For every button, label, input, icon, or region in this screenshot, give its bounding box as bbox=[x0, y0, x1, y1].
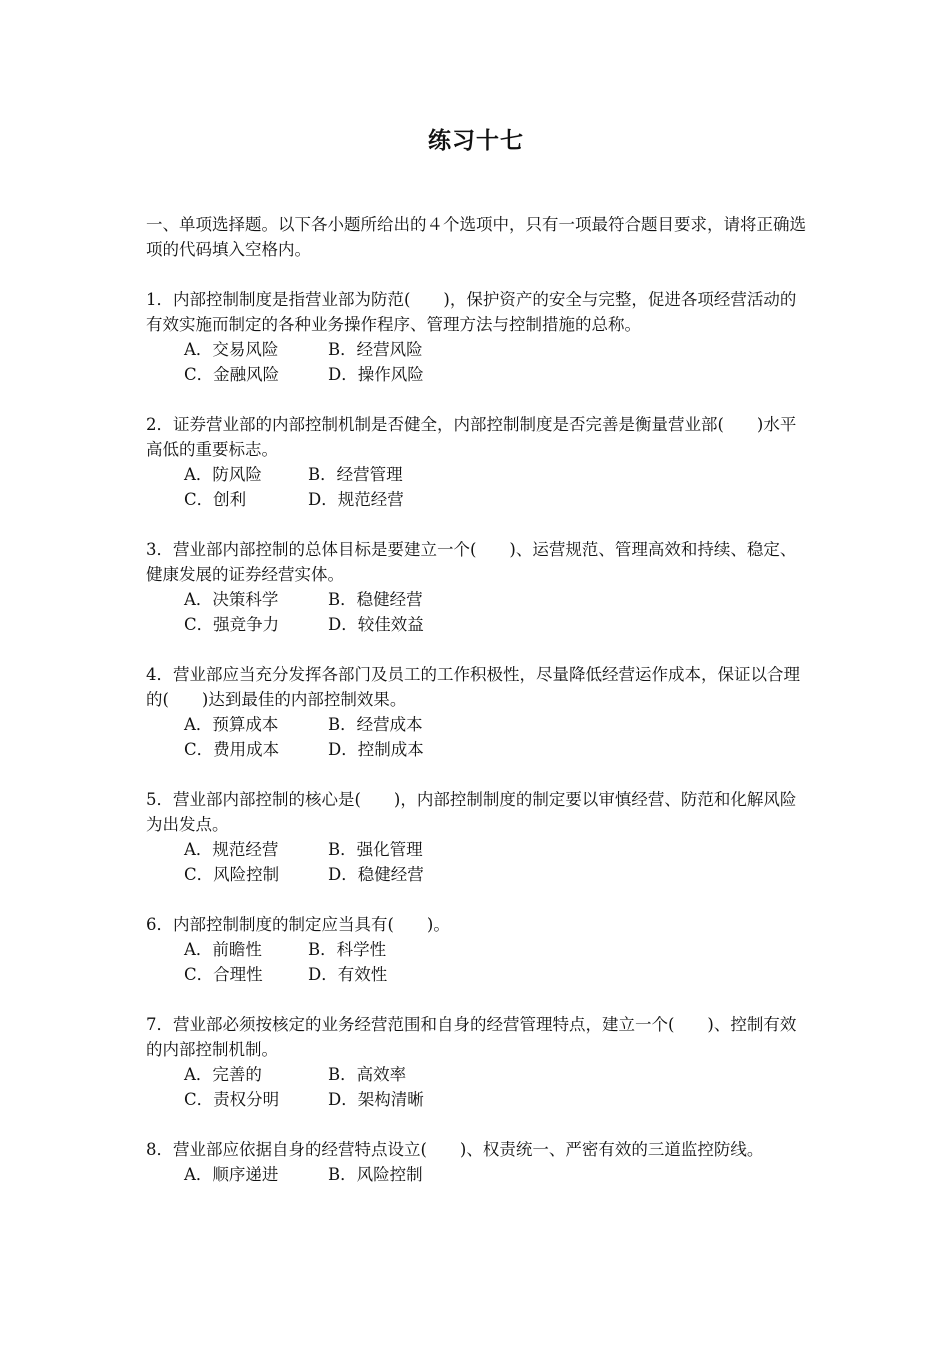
question-4 bbox=[146, 662, 810, 762]
section-instruction: 一、单项选择题。以下各小题所给出的４个选项中，只有一项最符合题目要求，请将正确选项的代码填入空格内。 bbox=[146, 215, 806, 259]
option-c: C．强竞争力 bbox=[184, 615, 280, 634]
option-a: A．防风险 bbox=[184, 465, 262, 484]
option-a: A．交易风险 bbox=[184, 340, 279, 359]
question-stem: 6．内部控制制度的制定应当具有( )。 bbox=[146, 915, 450, 934]
question-5 bbox=[146, 787, 810, 887]
question-stem: 4．营业部应当充分发挥各部门及员工的工作积极性，尽量降低经营运作成本，保证以合理的( )达到最佳的内部控制效果。 bbox=[146, 665, 800, 709]
question-2 bbox=[146, 412, 810, 512]
option-a: A．决策科学 bbox=[184, 590, 279, 609]
option-row bbox=[146, 837, 810, 862]
question-8 bbox=[146, 1137, 810, 1187]
option-d: D．控制成本 bbox=[328, 740, 424, 759]
page-title: 练习十七 bbox=[428, 127, 524, 154]
option-c: C．风险控制 bbox=[184, 865, 280, 884]
option-row bbox=[146, 737, 810, 762]
option-b: B．高效率 bbox=[328, 1065, 407, 1084]
option-row bbox=[146, 462, 810, 487]
option-b: B．经营成本 bbox=[328, 715, 423, 734]
question-stem: 1．内部控制制度是指营业部为防范( )，保护资产的安全与完整，促进各项经营活动的有效实施而制定的各种业务操作程序、管理方法与控制措施的总称。 bbox=[146, 290, 797, 334]
question-7 bbox=[146, 1012, 810, 1112]
option-d: D．操作风险 bbox=[328, 365, 424, 384]
question-3 bbox=[146, 537, 810, 637]
option-d: D．规范经营 bbox=[308, 490, 404, 509]
question-stem: 3．营业部内部控制的总体目标是要建立一个( )、运营规范、管理高效和持续、稳定、健康发展的证券经营实体。 bbox=[146, 540, 797, 584]
option-a: A．前瞻性 bbox=[184, 940, 262, 959]
option-d: D．较佳效益 bbox=[328, 615, 424, 634]
option-c: C．金融风险 bbox=[184, 365, 280, 384]
option-row bbox=[146, 937, 810, 962]
option-row bbox=[146, 1062, 810, 1087]
option-c: C．费用成本 bbox=[184, 740, 280, 759]
option-a: A．顺序递进 bbox=[184, 1165, 279, 1184]
option-b: B．强化管理 bbox=[328, 840, 423, 859]
option-b: B．经营风险 bbox=[328, 340, 423, 359]
option-c: C．创利 bbox=[184, 490, 247, 509]
option-row bbox=[146, 612, 810, 637]
option-row bbox=[146, 1162, 810, 1187]
option-row bbox=[146, 962, 810, 987]
option-b: B．科学性 bbox=[308, 940, 387, 959]
question-stem: 5．营业部内部控制的核心是( )，内部控制制度的制定要以审慎经营、防范和化解风险为出发点。 bbox=[146, 790, 797, 834]
question-1 bbox=[146, 287, 810, 387]
option-b: B．经营管理 bbox=[308, 465, 403, 484]
option-b: B．稳健经营 bbox=[328, 590, 423, 609]
option-c: C．责权分明 bbox=[184, 1090, 280, 1109]
option-a: A．预算成本 bbox=[184, 715, 279, 734]
option-row bbox=[146, 712, 810, 737]
option-row bbox=[146, 337, 810, 362]
option-c: C．合理性 bbox=[184, 965, 263, 984]
question-stem: 8．营业部应依据自身的经营特点设立( )、权责统一、严密有效的三道监控防线。 bbox=[146, 1140, 764, 1159]
option-row bbox=[146, 362, 810, 387]
option-d: D．稳健经营 bbox=[328, 865, 424, 884]
option-d: D．架构清晰 bbox=[328, 1090, 424, 1109]
option-a: A．规范经营 bbox=[184, 840, 279, 859]
option-row bbox=[146, 862, 810, 887]
option-row bbox=[146, 487, 810, 512]
question-stem: 2．证券营业部的内部控制机制是否健全，内部控制制度是否完善是衡量营业部( )水平高低的重要标志。 bbox=[146, 415, 797, 459]
option-a: A．完善的 bbox=[184, 1065, 262, 1084]
question-6 bbox=[146, 912, 810, 987]
option-d: D．有效性 bbox=[308, 965, 388, 984]
document-body bbox=[146, 212, 810, 1212]
option-b: B．风险控制 bbox=[328, 1165, 423, 1184]
option-row bbox=[146, 1087, 810, 1112]
question-stem: 7．营业部必须按核定的业务经营范围和自身的经营管理特点，建立一个( )、控制有效的内部控制机制。 bbox=[146, 1015, 797, 1059]
option-row bbox=[146, 587, 810, 612]
